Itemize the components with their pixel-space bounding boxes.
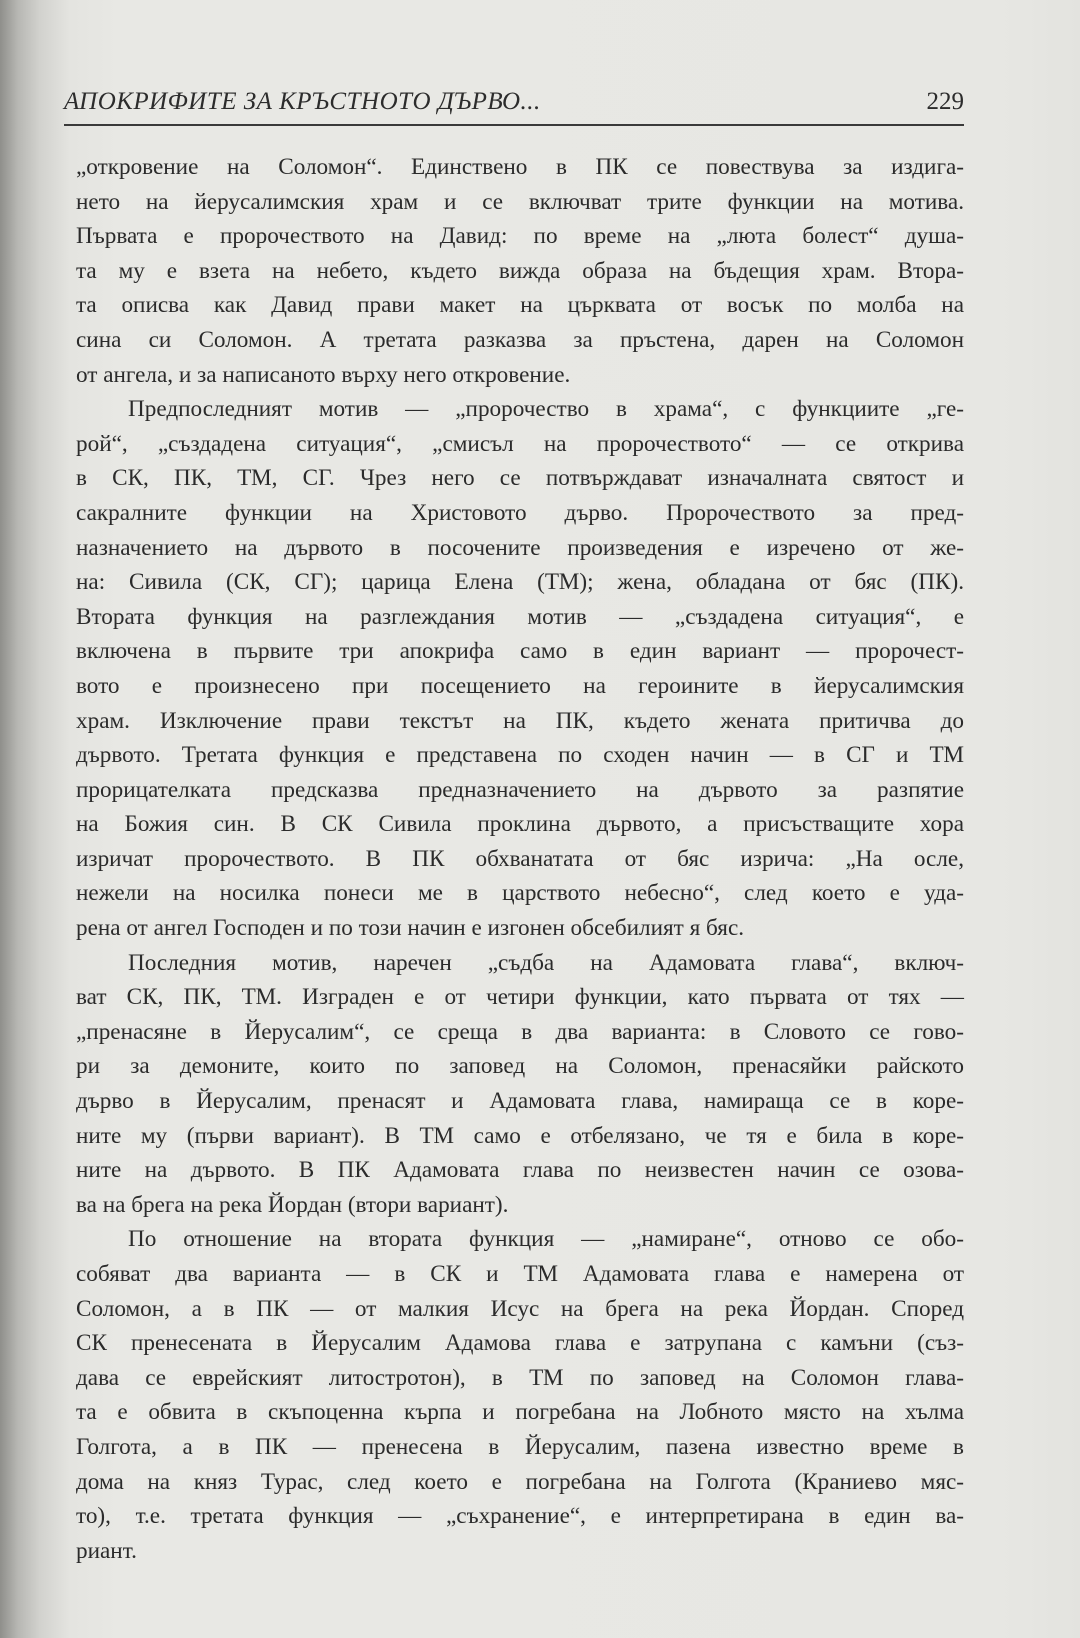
text-line: сина си Соломон. А третата разказва за пръстена, дарен на Соломон <box>76 326 964 353</box>
text-line: та му е взета на небето, където вижда образа на бъдещия храм. Втора- <box>76 257 964 284</box>
text-line: Първата е пророчеството на Давид: по време на „люта болест“ душа- <box>76 223 964 250</box>
text-line: рой“, „създадена ситуация“, „смисъл на пророчеството“ — се открива <box>76 430 964 457</box>
text-line: вото е произнесено при посещението на героините в йерусалимския <box>76 672 964 699</box>
paragraph <box>76 150 964 392</box>
text-line: ват СК, ПК, ТМ. Изграден е от четири функции, като първата от тях — <box>76 984 964 1011</box>
text-line: дома на княз Турас, след което е погребана на Голгота (Краниево мяс- <box>76 1468 964 1495</box>
text-line: на: Сивила (СК, СГ); царица Елена (ТМ); жена, обладана от бяс (ПК). <box>76 569 964 596</box>
text-line: изричат пророчеството. В ПК обхванатата от бяс изрича: „На осле, <box>76 845 964 872</box>
text-line: риант. <box>76 1537 137 1564</box>
text-line: ните на дървото. В ПК Адамовата глава по неизвестен начин се озова- <box>76 1157 964 1184</box>
page-number: 229 <box>926 88 964 115</box>
text-line: рена от ангел Господен и по този начин е изгонен обсебилият я бяс. <box>76 915 745 942</box>
page-header <box>64 84 964 126</box>
paragraph <box>76 946 964 1223</box>
running-title: АПОКРИФИТЕ ЗА КРЪСТНОТО ДЪРВО... <box>64 88 541 115</box>
text-line: Последния мотив, наречен „съдба на Адамовата глава“, включ- <box>128 949 964 976</box>
text-line: нежели на носилка понеси ме в царството небесно“, след което е уда- <box>76 880 964 907</box>
text-line: ри за демоните, които по заповед на Соломон, пренасяйки райското <box>76 1053 964 1080</box>
text-line: ните му (първи вариант). В ТМ само е отбелязано, че тя е била в коре- <box>76 1122 964 1149</box>
text-line: Соломон, а в ПК — от малкия Исус на брега на река Йордан. Според <box>76 1295 964 1322</box>
text-line: назначението на дървото в посочените произведения е изречено от же- <box>76 534 964 561</box>
text-line: на Божия син. В СК Сивила проклина дървото, а присъстващите хора <box>76 811 964 838</box>
text-line: дървото. Третата функция е представена по сходен начин — в СГ и ТМ <box>76 742 964 769</box>
text-line: „пренасяне в Йерусалим“, се среща в два варианта: в Словото се гово- <box>76 1018 964 1045</box>
text-line: СК пренесената в Йерусалим Адамова глава е затрупана с камъни (съз- <box>76 1330 964 1357</box>
paragraph <box>76 1222 964 1568</box>
text-line: сакралните функции на Христовото дърво. Пророчеството за пред- <box>76 499 964 526</box>
text-line: та е обвита в скъпоценна кърпа и погребана на Лобното място на хълма <box>76 1399 964 1426</box>
text-line: Предпоследният мотив — „пророчество в храма“, с функциите „ге- <box>128 396 964 423</box>
text-line: то), т.е. третата функция — „съхранение“, е интерпретирана в един ва- <box>76 1503 964 1530</box>
text-line: та описва как Давид прави макет на църквата от восък по молба на <box>76 292 964 319</box>
text-line: от ангела, и за написаното върху него откровение. <box>76 361 571 388</box>
text-line: По отношение на втората функция — „намиране“, отново се обо- <box>128 1226 964 1253</box>
text-line: Голгота, а в ПК — пренесена в Йерусалим, пазена известно време в <box>76 1433 964 1460</box>
text-line: нето на йерусалимския храм и се включват трите функции на мотива. <box>76 188 964 215</box>
text-line: собяват два варианта — в СК и ТМ Адамовата глава е намерена от <box>76 1261 964 1287</box>
text-line: включена в първите три апокрифа само в един вариант — пророчест- <box>76 638 964 665</box>
paragraph <box>76 392 964 946</box>
text-line: дава се еврейският литостротон), в ТМ по заповед на Соломон глава- <box>76 1364 964 1391</box>
body-text <box>76 150 964 1568</box>
text-line: в СК, ПК, ТМ, СГ. Чрез него се потвърждават изначалната святост и <box>76 465 964 492</box>
text-line: прорицателката предсказва предназначението на дървото за разпятие <box>76 776 964 803</box>
text-line: храм. Изключение прави текстът на ПК, където жената притичва до <box>76 707 964 734</box>
text-line: „откровение на Соломон“. Единствено в ПК се повествува за издига- <box>76 154 964 180</box>
text-line: дърво в Йерусалим, пренасят и Адамовата глава, намираща се в коре- <box>76 1088 964 1115</box>
text-line: Втората функция на разглеждания мотив — „създадена ситуация“, е <box>76 603 964 630</box>
text-line: ва на брега на река Йордан (втори вариант). <box>76 1191 509 1218</box>
